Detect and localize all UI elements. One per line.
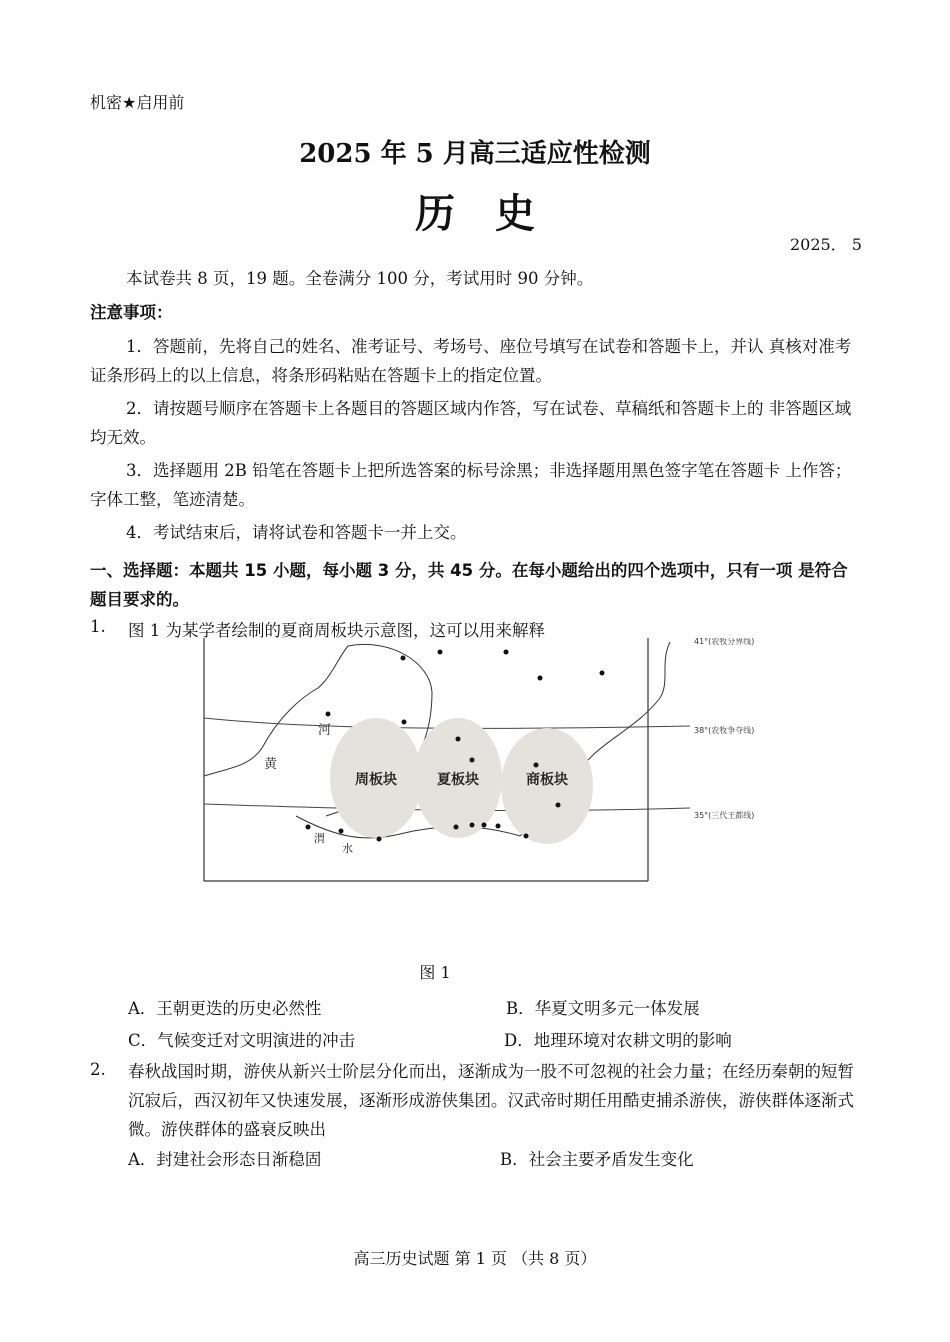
intro-text: 本试卷共 8 页，19 题。全卷满分 100 分，考试用时 90 分钟。 [126,269,594,288]
option-b: B．华夏文明多元一体发展 [506,999,700,1018]
notice-item: 3．选择题用 2B 铅笔在答题卡上把所选答案的标号涂黑；非选择题用黑色签字笔在答题卡 上作答；字体工整，笔迹清楚。 [90,461,852,509]
zhou-block-label: 周板块 [355,772,397,788]
option-a: A．王朝更迭的历史必然性 [128,999,322,1018]
notice-item: 1．答题前，先将自己的姓名、准考证号、考场号、座位号填写在试卷和答题卡上，并认 真核对准考证条形码上的以上信息，将条形码粘贴在答题卡上的指定位置。 [90,337,852,385]
xia-block-label: 夏板块 [437,772,479,788]
option-b: B．社会主要矛盾发生变化 [500,1150,694,1169]
river-label: 水 [342,842,353,855]
exam-date: 2025． 5 [790,235,862,254]
latitude-label-35: 35°(三代王都线) [694,811,755,820]
exam-title: 2025 年 5 月高三适应性检测 [299,139,651,169]
question-number: 2. [90,1060,106,1079]
subject-title: 历史 [415,190,575,237]
river-label: 渭 [314,832,325,845]
shang-block-label: 商板块 [526,772,568,788]
option-d: D．地理环境对农耕文明的影响 [504,1031,732,1050]
confidential-label: 机密★启用前 [90,93,185,112]
river-label: 河 [318,723,332,738]
notice-heading: 注意事项： [90,303,173,322]
river-label: 黄 [264,757,278,772]
figure-caption: 图 1 [419,963,451,982]
question-number: 1. [90,617,106,636]
map-figure [200,638,770,888]
option-c: C．气候变迁对文明演进的冲击 [128,1031,356,1050]
option-a: A．封建社会形态日渐稳固 [128,1150,322,1169]
xia-shang-zhou-map [200,638,770,888]
latitude-label-41: 41°(农牧分界线) [694,638,755,646]
question-stem: 图 1 为某学者绘制的夏商周板块示意图，这可以用来解释 [128,621,545,640]
notice-item: 4．考试结束后，请将试卷和答题卡一并上交。 [126,523,467,542]
question-stem: 春秋战国时期，游侠从新兴士阶层分化而出，逐渐成为一股不可忽视的社会力量；在经历秦朝的短暂沉寂后，西汉初年又快速发展，逐渐形成游侠集团。汉武帝时期任用酷吏捕杀游侠，游侠群体逐渐式微。游侠群体的盛衰反映出 [128,1062,854,1139]
page-footer: 高三历史试题 第 1 页 （共 8 页） [353,1249,597,1268]
notice-item: 2．请按题号顺序在答题卡上各题目的答题区域内作答，写在试卷、草稿纸和答题卡上的 非答题区域均无效。 [90,399,852,447]
section-heading: 一、选择题：本题共 15 小题，每小题 3 分，共 45 分。在每小题给出的四个选项中，只有一项 是符合题目要求的。 [90,561,848,609]
latitude-label-38: 38°(农牧争夺线) [694,726,755,735]
